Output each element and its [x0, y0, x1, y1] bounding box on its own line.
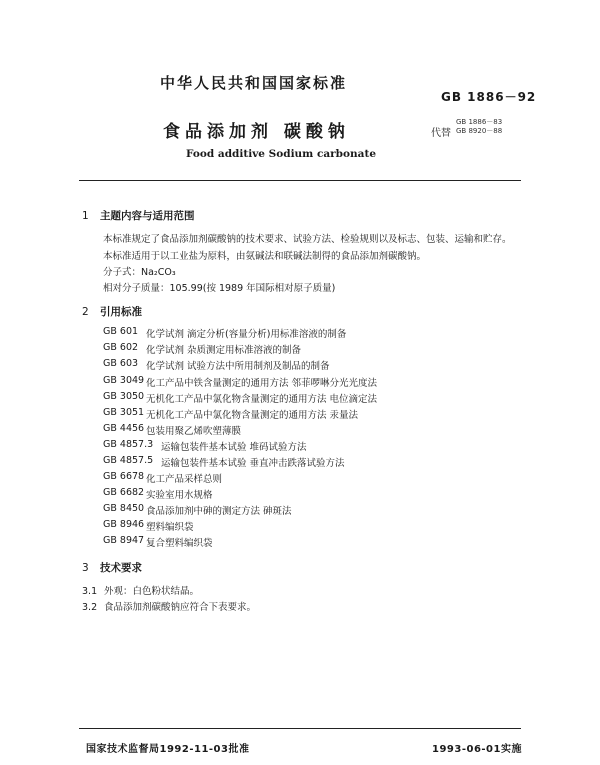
ref-title: 包装用聚乙烯吹塑薄膜 [146, 426, 242, 437]
ref-code: GB 8947 [103, 535, 145, 546]
approval-line: 国家技术监督局1992-11-03批准 [86, 744, 250, 755]
ref-title: 食品添加剂中砷的测定方法 砷斑法 [146, 506, 292, 517]
scope-paragraph: 本标准规定了食品添加剂碳酸钠的技术要求、试验方法、检验规则以及标志、包装、运输和贮存。 [103, 234, 512, 245]
ref-code: GB 3051 [103, 407, 145, 418]
ref-code: GB 8450 [103, 503, 145, 514]
ref-title: 运输包装件基本试验 垂直冲击跌落试验方法 [161, 458, 345, 469]
applicability-paragraph: 本标准适用于以工业盐为原料，由氨碱法和联碱法制得的食品添加剂碳酸钠。 [103, 251, 427, 262]
section-title: 引用标准 [100, 306, 142, 318]
ref-code: GB 601 [103, 326, 139, 337]
clause-text: 食品添加剂碳酸钠应符合下表要求。 [104, 602, 257, 613]
ref-code: GB 3049 [103, 375, 145, 386]
standard-title-cn: 食品添加剂 碳酸钠 [163, 122, 350, 142]
ref-code: GB 3050 [103, 391, 145, 402]
section-number: 1 [82, 210, 89, 222]
section-number: 2 [82, 306, 89, 318]
ref-code: GB 8946 [103, 519, 145, 530]
section-number: 3 [82, 562, 89, 574]
ref-title: 化学试剂 试验方法中所用制剂及制品的制备 [146, 361, 330, 372]
section-title: 技术要求 [100, 562, 142, 574]
gb-standard-code: GB 1886－92 [441, 90, 537, 104]
clause-item [82, 599, 256, 613]
replaced-standard: GB 8920－88 [456, 127, 503, 135]
ref-title: 实验室用水规格 [146, 490, 213, 501]
replaced-standards [456, 118, 502, 136]
clause-number: 3.2 [82, 602, 98, 613]
footer-divider [79, 728, 521, 729]
ref-code: GB 4857.3 [103, 439, 154, 450]
country-standard-heading: 中华人民共和国国家标准 [160, 74, 348, 92]
section-3-heading [82, 560, 142, 575]
ref-code: GB 602 [103, 342, 139, 353]
ref-title: 化工产品中铁含量测定的通用方法 邻菲啰啉分光光度法 [146, 378, 378, 389]
ref-code: GB 4857.5 [103, 455, 154, 466]
molecular-mass: 相对分子质量：105.99(按 1989 年国际相对原子质量) [103, 283, 336, 294]
ref-title: 复合塑料编织袋 [146, 538, 213, 549]
ref-title: 塑料编织袋 [146, 522, 194, 533]
section-1-heading [82, 208, 195, 223]
ref-code: GB 4456 [103, 423, 145, 434]
implementation-date: 1993-06-01实施 [432, 744, 522, 755]
molecular-formula: 分子式：Na₂CO₃ [103, 267, 176, 278]
replaces-label: 代替 [431, 128, 451, 139]
ref-title: 无机化工产品中氯化物含量测定的通用方法 电位滴定法 [146, 394, 378, 405]
standard-title-en: Food additive Sodium carbonate [186, 148, 376, 160]
ref-title: 化学试剂 滴定分析(容量分析)用标准溶液的制备 [146, 329, 347, 340]
header-divider [79, 180, 521, 181]
ref-title: 化学试剂 杂质测定用标准溶液的制备 [146, 345, 302, 356]
ref-code: GB 603 [103, 358, 139, 369]
ref-code: GB 6678 [103, 471, 145, 482]
replaced-standard: GB 1886－83 [456, 118, 503, 126]
ref-code: GB 6682 [103, 487, 145, 498]
clause-text: 外观：白色粉状结晶。 [104, 586, 200, 597]
clause-number: 3.1 [82, 586, 98, 597]
ref-title: 化工产品采样总则 [146, 474, 223, 485]
ref-title: 运输包装件基本试验 堆码试验方法 [161, 442, 307, 453]
section-2-heading [82, 304, 142, 319]
clause-item [82, 583, 199, 597]
section-title: 主题内容与适用范围 [100, 210, 195, 222]
ref-title: 无机化工产品中氯化物含量测定的通用方法 汞量法 [146, 410, 359, 421]
